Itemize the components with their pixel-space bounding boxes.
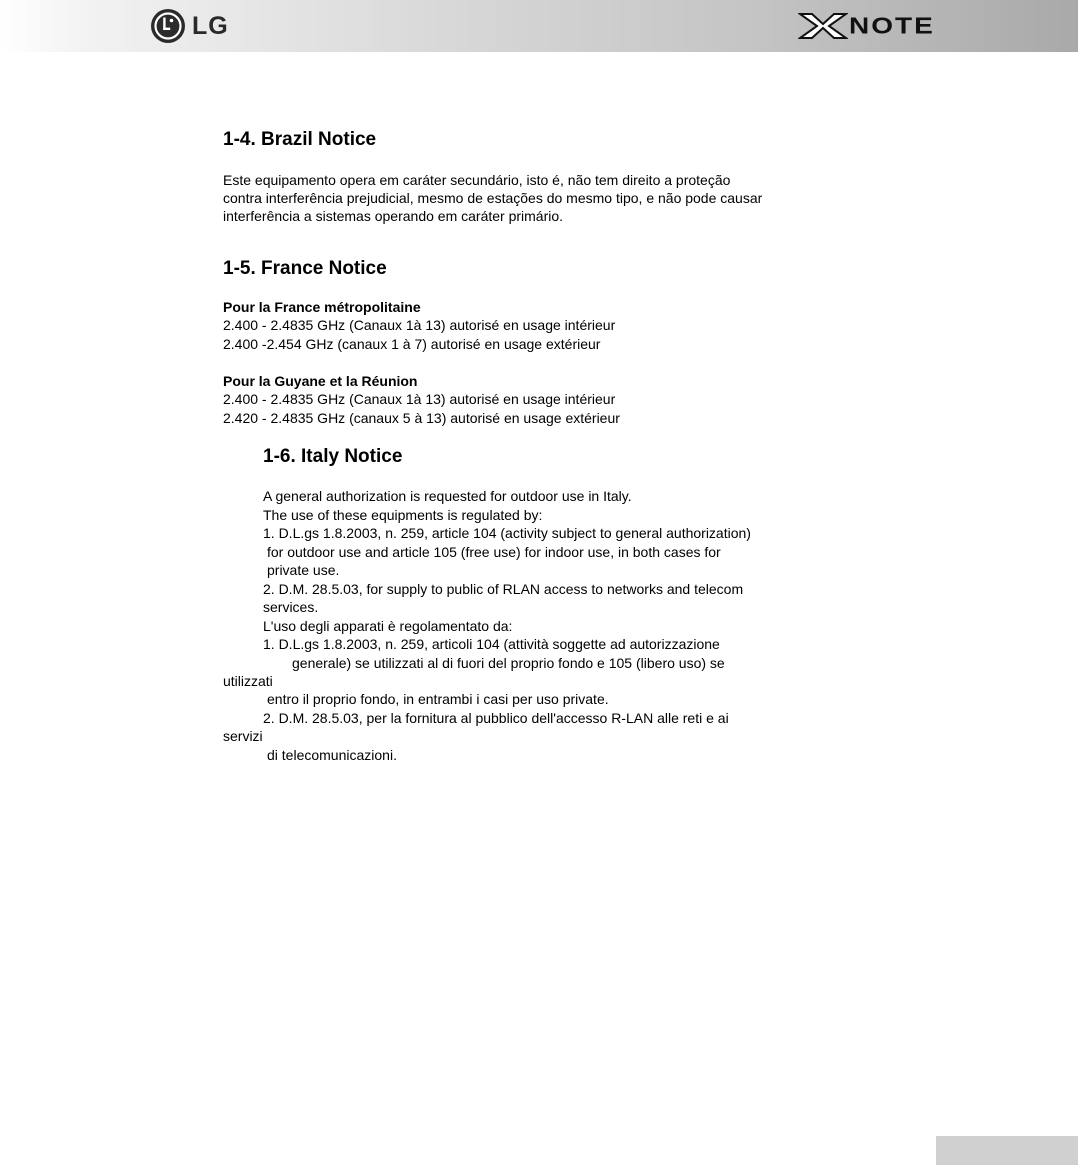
- italy-line: for outdoor use and article 105 (free use) for indoor use, in both cases for: [267, 544, 721, 560]
- italy-notice-title: 1-6. Italy Notice: [263, 446, 403, 467]
- italy-line: 1. D.L.gs 1.8.2003, n. 259, article 104 (activity subject to general authorization): [263, 525, 751, 541]
- italy-line: 1. D.L.gs 1.8.2003, n. 259, articoli 104 (attività soggette ad autorizzazione: [263, 636, 720, 652]
- italy-line: private use.: [267, 562, 340, 578]
- brazil-line: contra interferência prejudicial, mesmo de estações do mesmo tipo, e não pode causar: [223, 190, 763, 206]
- italy-line: A general authorization is requested for outdoor use in Italy.: [263, 488, 632, 504]
- france-guyane-line: 2.420 - 2.4835 GHz (canaux 5 à 13) autorisé en usage extérieur: [223, 410, 620, 426]
- italy-line: 2. D.M. 28.5.03, for supply to public of RLAN access to networks and telecom: [263, 581, 744, 597]
- france-metro-line: 2.400 - 2.4835 GHz (Canaux 1à 13) autorisé en usage intérieur: [223, 317, 616, 333]
- france-guyane-line: 2.400 - 2.4835 GHz (Canaux 1à 13) autorisé en usage intérieur: [223, 391, 616, 407]
- france-guyane-subtitle: Pour la Guyane et la Réunion: [223, 373, 418, 389]
- page-number-tab: [936, 1136, 1078, 1165]
- brazil-line: interferência a sistemas operando em caráter primário.: [223, 208, 564, 224]
- italy-line: The use of these equipments is regulated by:: [263, 507, 543, 523]
- italy-line: generale) se utilizzati al di fuori del proprio fondo e 105 (libero uso) se: [292, 655, 725, 671]
- italy-line: 2. D.M. 28.5.03, per la fornitura al pubblico dell'accesso R-LAN alle reti e ai: [263, 710, 729, 726]
- italy-line: di telecomunicazioni.: [267, 747, 397, 763]
- france-metro-line: 2.400 -2.454 GHz (canaux 1 à 7) autorisé en usage extérieur: [223, 336, 601, 352]
- brazil-notice-title: 1-4. Brazil Notice: [223, 129, 377, 150]
- italy-line: L'uso degli apparati è regolamentato da:: [263, 618, 513, 634]
- france-metro-subtitle: Pour la France métropolitaine: [223, 299, 421, 315]
- italy-line: entro il proprio fondo, in entrambi i casi per uso private.: [267, 691, 609, 707]
- brazil-line: Este equipamento opera em caráter secundário, isto é, não tem direito a proteção: [223, 172, 731, 188]
- italy-line: utilizzati: [223, 673, 273, 689]
- italy-line: services.: [263, 599, 319, 615]
- france-notice-title: 1-5. France Notice: [223, 258, 387, 279]
- lg-wordmark: LG: [192, 11, 229, 40]
- xnote-wordmark: NOTE: [849, 12, 935, 39]
- italy-line: servizi: [223, 728, 263, 744]
